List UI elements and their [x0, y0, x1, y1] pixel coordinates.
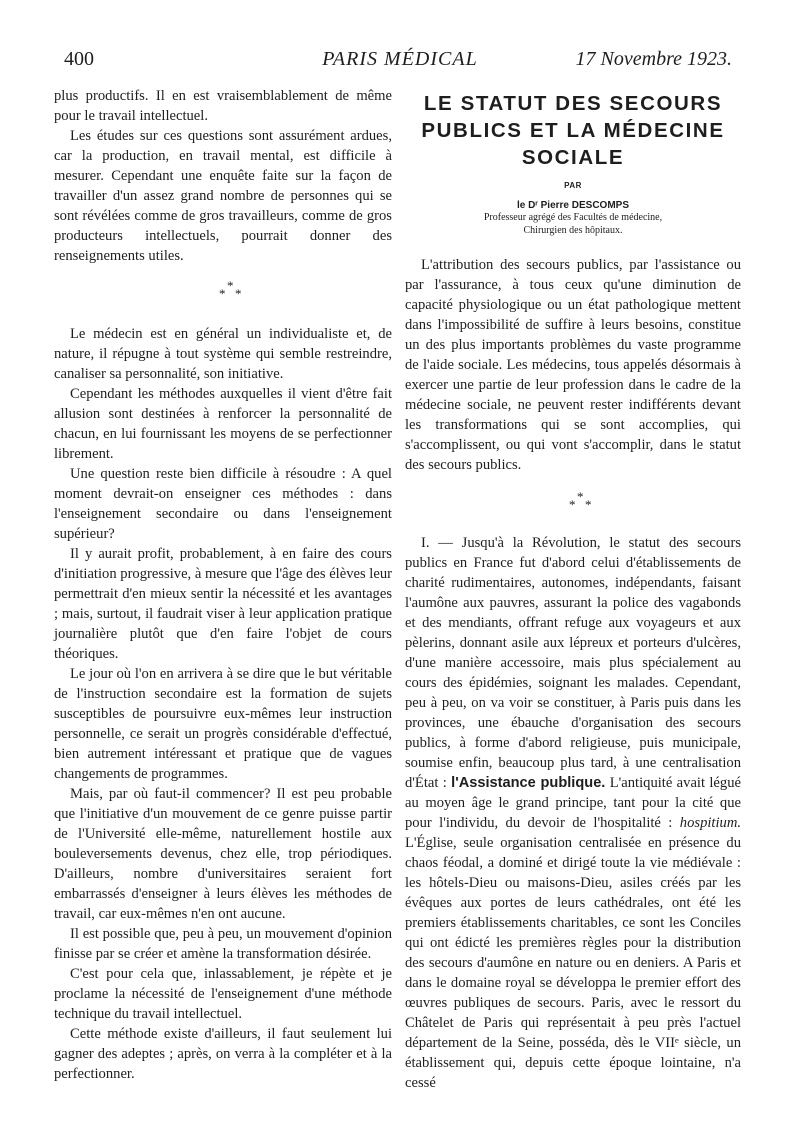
journal-title: PARIS MÉDICAL [322, 48, 478, 70]
right-column [405, 86, 741, 1093]
issue-date: 17 Novembre 1923. [575, 48, 732, 70]
paragraph: Cette méthode existe d'ailleurs, il faut seulement lui gagner des adeptes ; après, on verra à la compléter et à la perfectionner. [54, 1026, 392, 1082]
paragraph: Les études sur ces questions sont assurément ardues, car la production, en travail mental, est difficile à mesurer. Cependant une enquête faite sur la façon de travailler d'un assez grand nombre de personnes qui se sont révélées comme de gros travailleurs, comme de gros producteurs intellectuels, pourrait donner des renseignements utiles. [54, 128, 392, 264]
paragraph: Il y aurait profit, probablement, à en faire des cours d'initiation progressive, à mesure que l'âge des élèves leur permettrait d'en mieux sentir la nécessité et les avantages ; mais, surtout, il faudrait viser à leur application pratique journalière plutôt que d'en faire l'objet de cours théoriques. [54, 546, 392, 662]
section-asterism: * * * [219, 278, 242, 301]
page-header [0, 48, 800, 82]
paragraph: Il est possible que, peu à peu, un mouvement d'opinion finisse par se créer et amène la transformation désirée. [54, 926, 392, 962]
paragraph: Le médecin est en général un individualiste et, de nature, il répugne à tout système qui semble restreindre, canaliser sa personnalité, son initiative. [54, 326, 392, 382]
author-affiliation: Professeur agrégé des Facultés de médecine, Chirurgien des hôpitaux. [483, 212, 663, 236]
paragraph: C'est pour cela que, inlassablement, je répète et je proclame la nécessité de l'enseignement d'une méthode technique du travail intellectuel. [54, 966, 392, 1022]
intro-paragraph: L'attribution des secours publics, par l'assistance ou par l'assurance, à tous ceux qu'une diminution de capacité physiologique ou un état pathologique mettent dans l'impossibilité de suffire à leurs besoins, constitue un des plus importants problèmes du vaste programme de l'aide sociale. Les médecins, tous appelés désormais à exercer une partie de leur profession dans le cadre de la médecine sociale, ne peuvent rester indifférents devant les transformations qui se sont accomplies, qui s'accomplissent, ou qui vont s'accomplir, dans le statut des secours publics. [405, 257, 741, 473]
paragraph: plus productifs. Il en est vraisemblablement de même pour le travail intellectuel. [54, 88, 392, 124]
section-asterism: * * * [569, 489, 592, 512]
byline-par: PAR [564, 181, 582, 190]
latin-term: hospitium. [679, 815, 742, 831]
assistance-publique-term: l'Assistance publique. [451, 775, 606, 791]
paragraph: Le jour où l'on en arrivera à se dire que le but véritable de l'instruction secondaire est la formation de sujets susceptibles de poursuivre eux-mêmes leur instruction personnelle, ce serait un progrès considérable d'effectué, bien autrement intéressant et pratique que de vagues changements de programmes. [54, 666, 392, 782]
paragraph: Mais, par où faut-il commencer? Il est peu probable que l'initiative d'un mouvement de ce genre puisse partir de l'Université elle-même, naturellement hostile aux bouleversements devenus, chez elle, trop périodiques. D'ailleurs, nombre d'universitaires seraient fort embarrassés d'enseigner à leurs élèves les méthodes de travail, car eux-mêmes n'en ont aucune. [54, 786, 392, 922]
paragraph: Une question reste bien difficile à résoudre : A quel moment devrait-on enseigner ces méthodes : dans l'enseignement secondaire ou dans l'enseignement supérieur? [54, 466, 392, 542]
article-title: LE STATUT DES SECOURS PUBLICS ET LA MÉDECINE SOCIALE [421, 92, 725, 169]
paragraph: Cependant les méthodes auxquelles il vient d'être fait allusion sont destinées à renforcer la personnalité de chacun, en lui fournissant les moyens de se perfectionner librement. [54, 386, 392, 462]
left-column [54, 86, 392, 1084]
author-name: le Dʳ Pierre DESCOMPS [516, 200, 629, 211]
page-number: 400 [64, 48, 94, 70]
section-1-paragraph: I. — Jusqu'à la Révolution, le statut des secours publics en France fut d'abord celui d'établissements de charité rudimentaires, autonomes, indépendants, faisant l'aumône aux pauvres, assurant la police des vagabonds et des mendiants, offrant refuge aux voyageurs et aux pèlerins, donnant asile aux lépreux et porteurs d'ulcères, d'une manière accessoire, mais plus spécialement au cours des épidémies, soignant les malades. Cependant, peu à peu, on va voir se constituer, à Paris puis dans les provinces, une ébauche d'organisation des secours publics, à forme d'abord religieuse, puis municipale, soumise enfin, beaucoup plus tard, à une centralisation d'État : l'Assistance publique. L'antiquité avait légué au moyen âge le grand principe, tant pour la cité que pour l'individu, du devoir de l'hospitalité : hospitium. L'Église, seule organisation centralisée en présence du chaos féodal, a dominé et dirigé toute la vie médiévale : les hôtels-Dieu ou maisons-Dieu, asiles créés par les évêques aux portes de leurs cathédrales, ont été les premiers établissements charitables, ce sont les Conciles qui ont édicté les premières règles pour la distribution des secours d'aumône en nature ou en deniers. A Paris et dans le domaine royal se développa le premier effort des œuvres publiques de secours. Paris, avec le ressort du Châtelet de Paris qui représentait à peu près l'actuel département de la Seine, posséda, dès le VIIᵉ siècle, un établissement qui, depuis cette époque lointaine, n'a cessé [405, 535, 742, 1091]
